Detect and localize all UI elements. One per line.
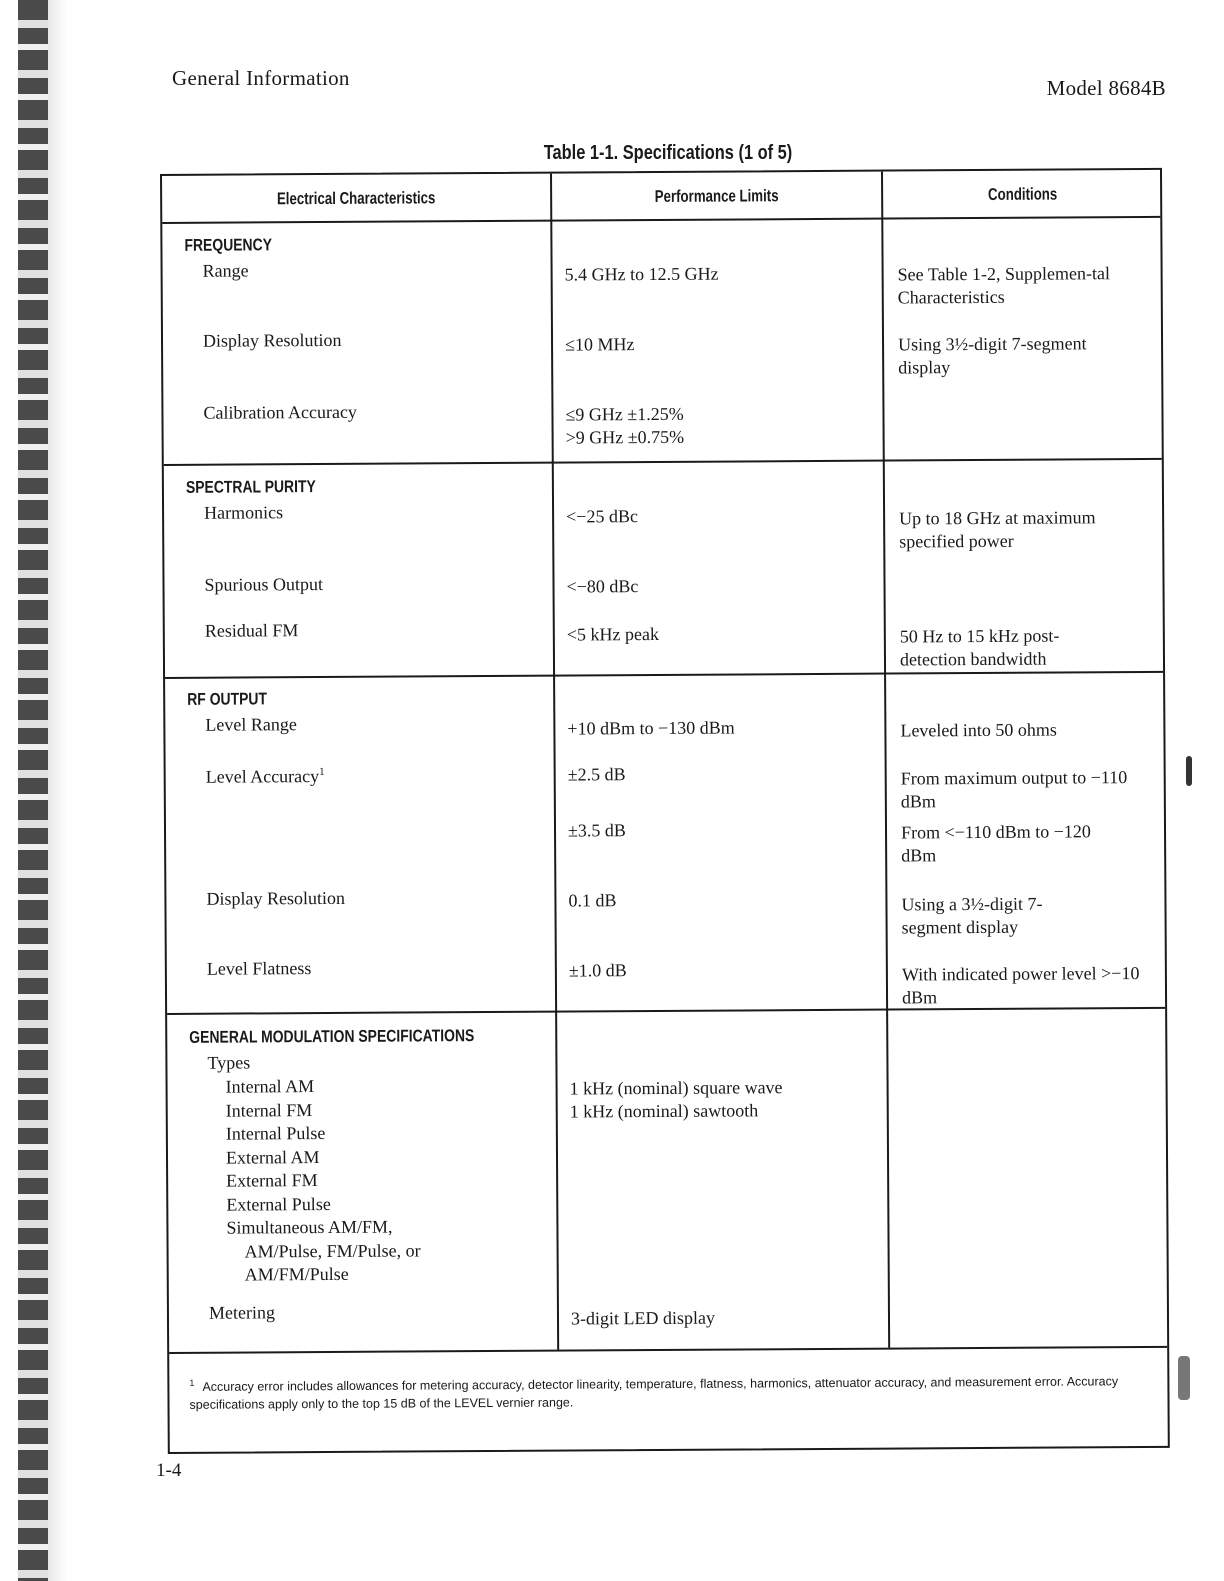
frequency-range-condition: See Table 1-2, Supplemen-tal Characteristics [897,263,1111,308]
modulation-type: Simultaneous AM/FM, [226,1216,393,1238]
spurious-output-label: Spurious Output [204,574,324,595]
frequency-display-resolution-label: Display Resolution [202,329,342,351]
calibration-accuracy-label: Calibration Accuracy [203,401,357,423]
section-header: General Information [172,66,350,90]
modulation-types-list [226,1074,421,1287]
modulation-types-label: Types [207,1052,251,1073]
frequency-display-resolution-condition: Using 3½-digit 7-segment display [897,333,1087,378]
column-header-characteristics: Electrical Characteristics [276,188,436,209]
section-title-general-modulation: GENERAL MODULATION SPECIFICATIONS [189,1026,475,1047]
modulation-type: External AM [225,1146,320,1168]
metering-limit: 3-digit LED display [570,1307,716,1329]
binding-holes [18,0,48,1581]
calibration-accuracy-limit-low: ≤9 GHz ±1.25% [565,403,684,425]
section-title-spectral-purity: SPECTRAL PURITY [185,477,316,497]
residual-fm-label: Residual FM [204,620,299,641]
frequency-display-resolution-limit: ≤10 MHz [564,334,635,355]
spurious-output-limit: <−80 dBc [566,576,639,597]
row-divider [165,671,1163,679]
footnote-text: Accuracy error includes allowances for metering accuracy, detector linearity, temperature, flatness, harmonics, attenuator accuracy, and measurement error. Accuracy specifications apply only to the top 15 dB of the LEVEL vernier range. [189,1374,1119,1412]
level-accuracy-condition-1: From maximum output to −110 dBm [900,767,1128,812]
table-title: Table 1-1. Specifications (1 of 5) [543,142,793,164]
level-flatness-label: Level Flatness [206,958,312,979]
spec-table [160,168,1170,1454]
harmonics-condition: Up to 18 GHz at maximum specified power [899,507,1096,552]
footnote-reference: 1 [319,766,325,779]
residual-fm-limit: <5 kHz peak [566,623,660,645]
footnote-divider [169,1346,1167,1354]
residual-fm-condition: 50 Hz to 15 kHz post-detection bandwidth [899,625,1060,670]
edge-tab-mark [1178,1356,1190,1400]
modulation-type: Internal AM [225,1076,315,1097]
metering-label: Metering [208,1302,276,1323]
page-number: 1-4 [156,1460,182,1481]
level-flatness-limit: ±1.0 dB [568,960,627,981]
rf-display-resolution-limit: 0.1 dB [568,890,617,911]
section-title-frequency: FREQUENCY [184,235,273,255]
section-title-rf-output: RF OUTPUT [187,689,268,709]
header-row-divider [162,216,1160,224]
harmonics-limit: <−25 dBc [566,506,638,527]
footnote [189,1368,1149,1414]
level-accuracy-label: Level Accuracy$^1$ [205,766,325,787]
modulation-type-continued: AM/FM/Pulse [244,1263,349,1285]
internal-am-limit: 1 kHz (nominal) square wave [569,1077,783,1099]
row-divider [164,458,1162,466]
modulation-type-continued: AM/Pulse, FM/Pulse, or [244,1239,421,1262]
harmonics-label: Harmonics [204,502,284,523]
level-accuracy-limit-1: ±2.5 dB [567,764,626,785]
model-header: Model 8684B [1046,76,1166,100]
internal-fm-limit: 1 kHz (nominal) sawtooth [569,1100,759,1122]
modulation-type: External Pulse [226,1193,331,1215]
level-flatness-condition: With indicated power level >−10 dBm [901,963,1140,1008]
footnote-mark: 1 [189,1377,195,1388]
modulation-type: External FM [226,1170,318,1191]
rf-display-resolution-label: Display Resolution [206,887,345,909]
level-range-limit: +10 dBm to −130 dBm [567,717,735,739]
binding-shadow [48,0,68,1581]
column-divider [881,172,890,1348]
level-range-condition: Leveled into 50 ohms [900,719,1057,741]
frequency-range-label: Range [202,260,249,281]
modulation-type: Internal FM [225,1099,313,1121]
column-header-conditions: Conditions [987,184,1058,204]
calibration-accuracy-limit-high: >9 GHz ±0.75% [565,426,685,448]
column-header-limits: Performance Limits [654,186,779,206]
level-accuracy-limit-2: ±3.5 dB [567,820,626,841]
rf-display-resolution-condition: Using a 3½-digit 7-segment display [901,893,1043,938]
level-range-label: Level Range [205,714,297,735]
level-accuracy-condition-2: From <−110 dBm to −120 dBm [900,821,1091,866]
frequency-range-limit: 5.4 GHz to 12.5 GHz [564,263,719,285]
modulation-type: Internal Pulse [225,1123,326,1144]
edge-tab-mark [1186,756,1192,786]
column-divider [550,174,559,1350]
